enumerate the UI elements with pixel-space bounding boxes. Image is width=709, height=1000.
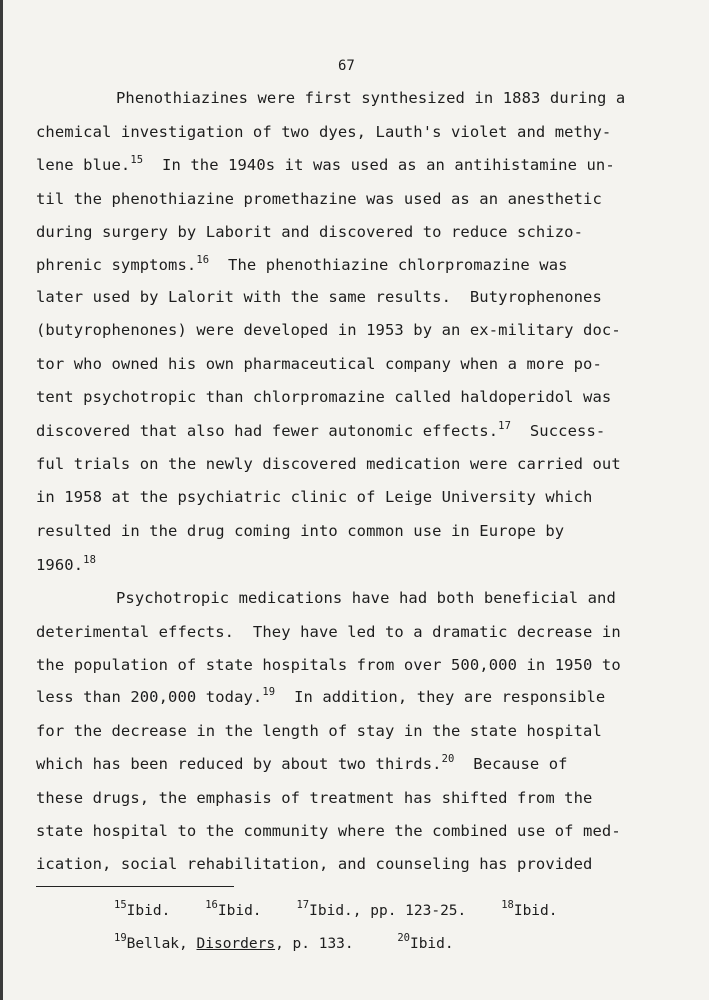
- p1-line-9: tor who owned his own pharmaceutical company when a more po-: [36, 355, 602, 373]
- p2-line-6: which has been reduced by about two thirds.$^{20}$ Because of: [36, 753, 568, 773]
- p2-line-4: less than 200,000 today.$^{19}$ In addition, they are responsible: [36, 686, 606, 706]
- p1-line-15: 1960.18: [36, 554, 97, 574]
- footnote-row-1: $^{15}$Ibid. $^{16}$Ibid. $^{17}$Ibid., pp. 123-25. $^{18}$Ibid.: [114, 899, 558, 919]
- footnote-ref-19: 19: [262, 686, 276, 698]
- page-number: 67: [338, 58, 355, 74]
- page-edge-shadow: [0, 0, 3, 1000]
- footnote-18: Ibid.: [513, 903, 558, 919]
- p2-line-9: ication, social rehabilitation, and counseling has provided: [36, 855, 593, 873]
- p1-line-10: tent psychotropic than chlorpromazine called haldoperidol was: [36, 388, 612, 406]
- footnote-ref-15: 15: [130, 154, 144, 166]
- p1-line-2: chemical investigation of two dyes, Lauth's violet and methy-: [36, 123, 612, 141]
- footnote-16: Ibid.: [217, 903, 262, 919]
- p1-line-6: phrenic symptoms.$^{16}$ The phenothiazine chlorpromazine was: [36, 254, 568, 274]
- p2-line-2: deterimental effects. They have led to a dramatic decrease in: [36, 623, 621, 641]
- footnote-15: Ibid.: [126, 903, 171, 919]
- footnote-19: Bellak, Disorders, p. 133.: [126, 936, 354, 952]
- book-title-disorders: Disorders: [196, 936, 276, 952]
- footnote-ref-20: 20: [441, 753, 455, 765]
- p1-line-8: (butyrophenones) were developed in 1953 by an ex-military doc-: [36, 321, 621, 339]
- footnote-20: Ibid.: [409, 936, 454, 952]
- footnote-row-2: $^{19}$Bellak, Disorders, p. 133. $^{20}$Ibid.: [114, 932, 454, 952]
- p1-line-12: ful trials on the newly discovered medication were carried out: [36, 455, 621, 473]
- p2-line-3: the population of state hospitals from over 500,000 in 1950 to: [36, 656, 621, 674]
- p1-line-11: discovered that also had fewer autonomic effects.$^{17}$ Success-: [36, 420, 606, 440]
- footnote-ref-16: 16: [196, 254, 210, 266]
- p2-line-5: for the decrease in the length of stay in the state hospital: [36, 722, 602, 740]
- p1-line-3: lene blue.$^{15}$ In the 1940s it was used as an antihistamine un-: [36, 154, 615, 174]
- p1-line-13: in 1958 at the psychiatric clinic of Leige University which: [36, 488, 593, 506]
- p2-line-8: state hospital to the community where the combined use of med-: [36, 822, 621, 840]
- footnote-ref-18: 18: [83, 554, 97, 566]
- p1-line-14: resulted in the drug coming into common use in Europe by: [36, 522, 565, 540]
- footnote-divider: [36, 886, 234, 887]
- p1-line-1: Phenothiazines were first synthesized in 1883 during a: [116, 89, 626, 107]
- p2-line-1: Psychotropic medications have had both beneficial and: [116, 589, 616, 607]
- footnote-17: Ibid., pp. 123-25.: [309, 903, 467, 919]
- p1-line-5: during surgery by Laborit and discovered to reduce schizo-: [36, 223, 584, 241]
- p1-line-4: til the phenothiazine promethazine was used as an anesthetic: [36, 190, 602, 208]
- footnote-ref-17: 17: [498, 420, 512, 432]
- p1-line-7: later used by Lalorit with the same results. Butyrophenones: [36, 288, 602, 306]
- p2-line-7: these drugs, the emphasis of treatment has shifted from the: [36, 789, 593, 807]
